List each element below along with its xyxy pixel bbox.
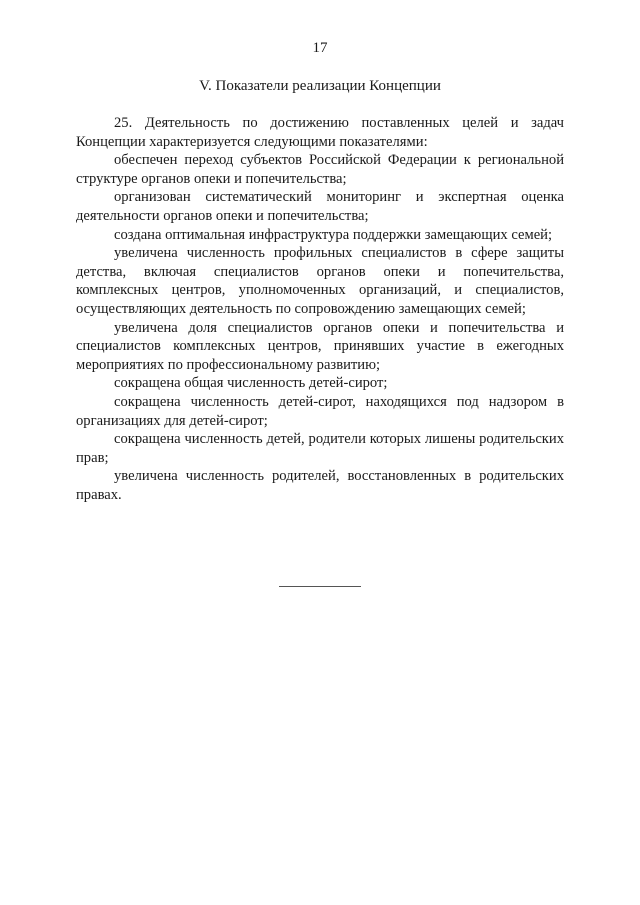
section-title: V. Показатели реализации Концепции: [199, 78, 441, 94]
indicator-item: сокращена численность детей-сирот, находящихся под надзором в организациях для детей-сирот;: [76, 393, 564, 429]
indicator-item: обеспечен переход субъектов Российской Федерации к региональной структуре органов опеки и попечительства;: [76, 152, 564, 187]
end-of-document-rule: [279, 586, 361, 587]
indicator-item: увеличена численность родителей, восстановленных в родительских правах.: [76, 468, 564, 503]
indicator-item: увеличена доля специалистов органов опеки и попечительства и специалистов комплексных центров, принявших участие в ежегодных мероприятиях по профессиональному развитию;: [76, 319, 564, 373]
page-number: 17: [312, 40, 328, 56]
indicator-item: создана оптимальная инфраструктура поддержки замещающих семей;: [114, 226, 553, 243]
indicator-item: сокращена общая численность детей-сирот;: [114, 375, 388, 392]
indicators-section: [76, 114, 564, 504]
intro-paragraph: 25. Деятельность по достижению поставленных целей и задач Концепции характеризуется следующими показателями:: [76, 115, 564, 150]
indicator-item: сокращена численность детей, родители которых лишены родительских прав;: [76, 431, 564, 466]
indicator-item: организован систематический мониторинг и экспертная оценка деятельности органов опеки и попечительства;: [76, 189, 564, 224]
indicator-item: увеличена численность профильных специалистов в сфере защиты детства, включая специалистов органов опеки и попечительства, комплексных центров, уполномоченных организаций, и специалистов, осуществляющих деятельность по сопровождению замещающих семей;: [76, 245, 564, 317]
